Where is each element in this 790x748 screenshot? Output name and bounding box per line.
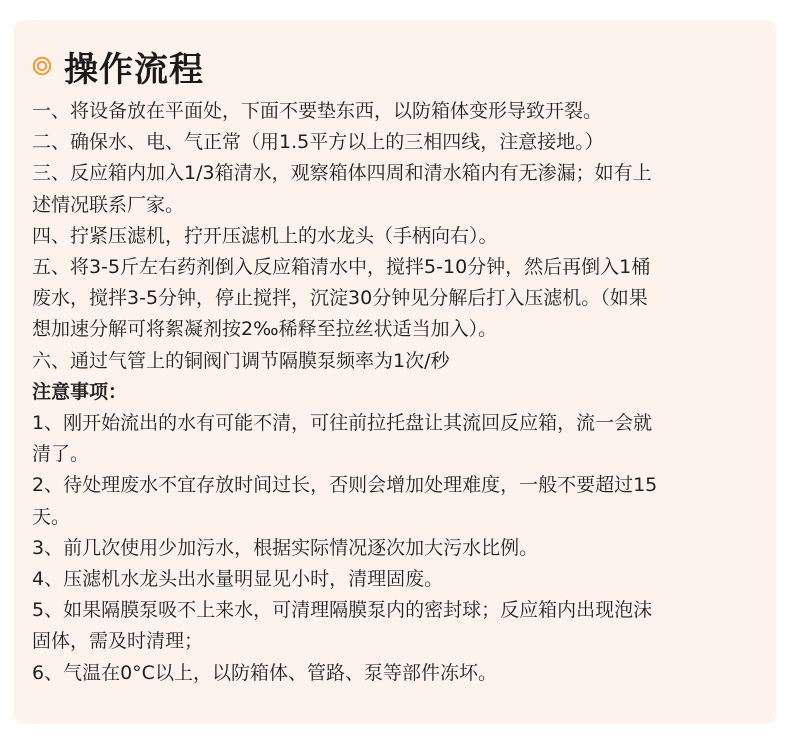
text-line: 固体，需及时清理；: [32, 630, 204, 653]
instruction-card: [14, 20, 776, 724]
text-line: 6、气温在0°C以上，以防箱体、管路、泵等部件冻坏。: [32, 661, 497, 684]
instruction-text: [32, 96, 758, 689]
text-line: 2、待处理废水不宜存放时间过长，否则会增加处理难度，一般不要超过15: [32, 474, 658, 497]
text-line: 三、反应箱内加入1/3箱清水，观察箱体四周和清水箱内有无渗漏；如有上: [32, 162, 652, 185]
text-line: 四、拧紧压滤机，拧开压滤机上的水龙头（手柄向右）。: [32, 224, 498, 247]
text-line: 想加速分解可将絮凝剂按2‰稀释至拉丝状适当加入）。: [32, 318, 498, 341]
text-line: 清了。: [32, 443, 90, 466]
notes-heading: 注意事项：: [32, 380, 128, 403]
text-line: 五、将3-5斤左右药剂倒入反应箱清水中，搅拌5-10分钟，然后再倒入1桶: [32, 256, 651, 279]
section-header: [32, 42, 758, 90]
text-line: 3、前几次使用少加污水，根据实际情况逐次加大污水比例。: [32, 536, 539, 559]
text-line: 1、刚开始流出的水有可能不清，可往前拉托盘让其流回反应箱，流一会就: [32, 412, 653, 435]
text-line: 述情况联系厂家。: [32, 193, 185, 216]
text-line: 废水，搅拌3-5分钟，停止搅拌，沉淀30分钟见分解后打入压滤机。（如果: [32, 287, 648, 310]
double-ring-bullet-icon: [32, 56, 52, 76]
text-line: 一、将设备放在平面处，下面不要垫东西，以防箱体变形导致开裂。: [32, 100, 603, 122]
text-line: 六、通过气管上的铜阀门调节隔膜泵频率为1次/秒: [32, 349, 450, 372]
text-line: 5、如果隔膜泵吸不上来水，可清理隔膜泵内的密封球；反应箱内出现泡沫: [32, 599, 653, 622]
text-line: 天。: [32, 505, 71, 528]
text-line: 二、确保水、电、气正常（用1.5平方以上的三相四线，注意接地。）: [32, 131, 604, 154]
section-title: 操作流程: [64, 49, 204, 90]
text-line: 4、压滤机水龙头出水量明显见小时，清理固废。: [32, 568, 444, 591]
